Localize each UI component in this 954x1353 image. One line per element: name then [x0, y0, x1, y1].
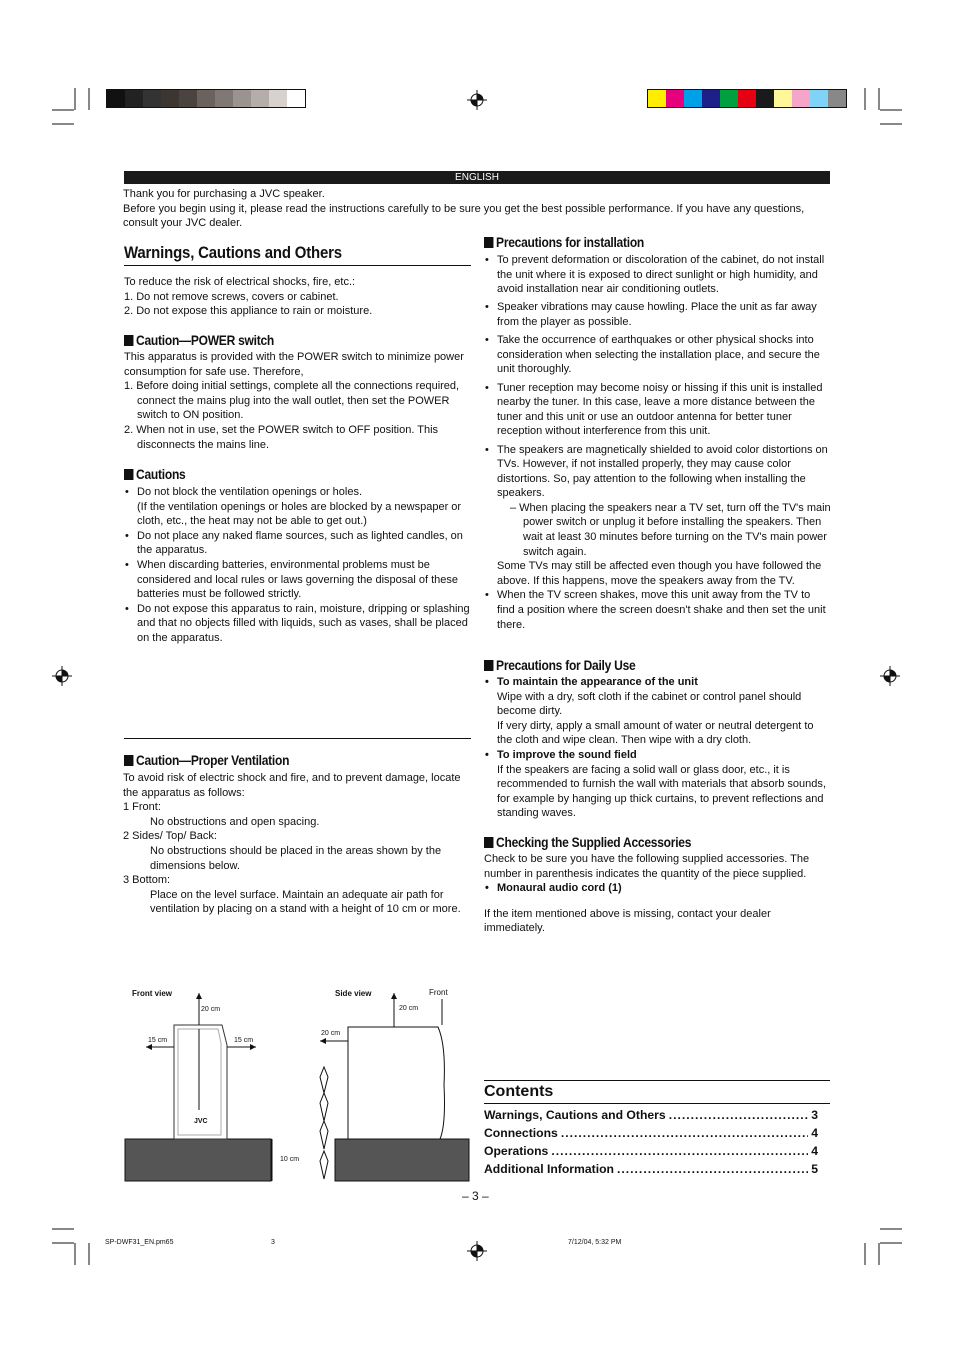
contents-rule-2 — [484, 1103, 830, 1104]
color-swatch — [287, 90, 305, 107]
warnings-title: Warnings, Cautions and Others — [124, 243, 342, 262]
toc-row[interactable]: Warnings, Cautions and Others ..... 3 — [484, 1106, 818, 1124]
intro-line-2: Before you begin using it, please read the instructions carefully to be sure you get the best possible performance. If you have any questions, consult your JVC dealer. — [123, 202, 805, 230]
installation-item: • Tuner reception may become noisy or hissing if this unit is installed nearby the tuner. In this case, leave a more distance between the tuner and this unit or use an outdoor antenna for better tuner reception without interference from this unit. — [484, 381, 831, 439]
color-swatch — [828, 90, 846, 107]
page-number: – 3 – — [462, 1189, 489, 1203]
contents-rule — [484, 1080, 830, 1081]
color-swatch — [125, 90, 143, 107]
footer-file: SP-DWF31_EN.pm65 — [105, 1239, 174, 1246]
color-swatch-bar — [647, 89, 847, 108]
color-swatch — [269, 90, 287, 107]
speaker-logo: JVC — [194, 1118, 208, 1125]
cautions-heading: Cautions — [124, 466, 185, 482]
title-rule — [124, 265, 471, 266]
side-stand — [335, 1139, 469, 1181]
power-switch-item: 1. Before doing initial settings, complete all the connections required, connect the mains plug into the wall outlet, then set the POWER switch to ON position. — [124, 380, 460, 422]
caution-item: • Do not place any naked flame sources, such as lighted candles, on the apparatus. — [124, 529, 471, 558]
color-swatch — [143, 90, 161, 107]
toc-row[interactable]: Connections ..... 4 — [484, 1124, 818, 1142]
color-swatch — [684, 90, 702, 107]
color-swatch — [251, 90, 269, 107]
ventilation-heading: Caution—Proper Ventilation — [124, 752, 289, 768]
installation-sub: – When placing the speakers near a TV set, turn off the TV's main power switch or unplug it before installing the speakers. Then wait at least 30 minutes before turning on the TV's main power switch again. — [510, 501, 831, 558]
color-swatch — [810, 90, 828, 107]
daily-use-body — [484, 675, 829, 821]
intro-line-1: Thank you for purchasing a JVC speaker. — [123, 188, 325, 200]
heading-square-icon — [484, 237, 493, 248]
daily-use-text: If very dirty, apply a small amount of water or neutral detergent to the cloth and wipe clean. Then wipe with a dry cloth. — [497, 719, 814, 747]
ventilation-item-1-desc: No obstructions and open spacing. — [150, 815, 320, 828]
accessory-item: • Monaural audio cord (1) — [484, 881, 829, 896]
language-bar: ENGLISH — [124, 171, 830, 184]
front-view-label: Front view — [132, 989, 173, 998]
power-switch-heading: Caution—POWER switch — [124, 332, 274, 348]
caution-item: • Do not expose this apparatus to rain, moisture, dripping or splashing and that no objects filled with liquids, such as vases, shall be placed on the apparatus. — [124, 602, 471, 646]
accessories-note: If the item mentioned above is missing, contact your dealer immediately. — [484, 907, 771, 935]
front-stand — [125, 1139, 271, 1181]
installation-heading: Precautions for installation — [484, 234, 644, 250]
ventilation-item-1-label: 1 Front: — [123, 801, 161, 814]
color-swatch — [774, 90, 792, 107]
heading-square-icon — [124, 469, 133, 480]
dim-top-side: 20 cm — [399, 1005, 419, 1012]
daily-use-text: If the speakers are facing a solid wall or glass door, etc., it is recommended to furnish the wall with materials that absorb sounds, for example by hanging up thick curtains, to prevent reflections and standing waves. — [497, 763, 826, 820]
accessories-heading: Checking the Supplied Accessories — [484, 834, 691, 850]
color-swatch — [215, 90, 233, 107]
installation-item: • When the TV screen shakes, move this unit away from the TV to find a position where the screen doesn't shake and then set the unit there. — [484, 588, 831, 632]
color-swatch — [648, 90, 666, 107]
color-swatch — [197, 90, 215, 107]
warnings-item: 1. Do not remove screws, covers or cabinet. — [124, 290, 339, 303]
installation-item: • To prevent deformation or discoloration of the cabinet, do not install the unit where it is exposed to direct sunlight or high humidity, and avoid installation near air conditioning outlets. — [484, 253, 831, 297]
ventilation-body — [123, 771, 470, 917]
ventilation-item-2-label: 2 Sides/ Top/ Back: — [123, 830, 217, 843]
dim-back: 20 cm — [321, 1030, 341, 1037]
dim-right: 15 cm — [234, 1037, 254, 1044]
front-label: Front — [429, 988, 448, 997]
power-switch-body — [124, 350, 469, 452]
caution-item: • Do not block the ventilation openings or holes. (If the ventilation openings or holes are blocked by a newspaper or cloth, etc., the heat may not be able to get out.) — [124, 485, 471, 529]
color-swatch — [738, 90, 756, 107]
installation-item: • The speakers are magnetically shielded to avoid color distortions on TVs. However, if not installed properly, they may cause color distortions. So, pay attention to the following when installing the speakers. — [484, 443, 831, 501]
color-swatch — [720, 90, 738, 107]
ventilation-text: To avoid risk of electric shock and fire, and to prevent damage, locate the apparatus as follows: — [123, 772, 461, 799]
color-swatch — [756, 90, 774, 107]
ventilation-item-3-desc: Place on the level surface. Maintain an adequate air path for ventilation by placing on a stand with a height of 10 cm or more. — [150, 888, 461, 916]
warnings-lead: To reduce the risk of electrical shocks, fire, etc.: — [124, 276, 356, 288]
toc-row[interactable]: Operations ..... 4 — [484, 1142, 818, 1160]
contents-title: Contents — [484, 1083, 554, 1100]
installation-item: • Take the occurrence of earthquakes or other physical shocks into consideration when selecting the installation place, and secure the unit thoroughly. — [484, 333, 831, 377]
dim-bottom: 10 cm — [280, 1156, 300, 1163]
daily-use-text: Wipe with a dry, soft cloth if the cabinet or control panel should become dirty. — [497, 690, 802, 718]
diagram-drawing — [124, 985, 474, 1185]
accessories-text: Check to be sure you have the following supplied accessories. The number in parenthesis indicates the quantity of the piece supplied. — [484, 853, 810, 880]
ventilation-diagram — [124, 985, 474, 1185]
daily-use-item-title: • To improve the sound field — [484, 748, 829, 763]
color-swatch — [233, 90, 251, 107]
warnings-item: 2. Do not expose this appliance to rain or moisture. — [124, 305, 373, 318]
color-swatch — [179, 90, 197, 107]
intro — [123, 187, 823, 231]
installation-after-sub: Some TVs may still be affected even though you have followed the above. If this happens, move the speakers away from the TV. — [497, 560, 822, 587]
side-view-label: Side view — [335, 989, 372, 998]
color-swatch — [161, 90, 179, 107]
color-swatch — [666, 90, 684, 107]
installation-item: • Speaker vibrations may cause howling. Place the unit as far away from the player as possible. — [484, 300, 831, 329]
heading-square-icon — [484, 837, 493, 848]
footer-page: 3 — [271, 1239, 275, 1246]
side-speaker — [348, 1027, 445, 1139]
caution-item: • When discarding batteries, environmental problems must be considered and local rules or laws governing the disposal of these batteries must be followed strictly. — [124, 558, 471, 602]
contents-list — [484, 1106, 818, 1178]
toc-row[interactable]: Additional Information ..... 5 — [484, 1160, 818, 1178]
footer-date: 7/12/04, 5:32 PM — [568, 1239, 622, 1246]
ventilation-rule — [124, 738, 471, 739]
daily-use-item-title: • To maintain the appearance of the unit — [484, 675, 829, 690]
power-switch-item: 2. When not in use, set the POWER switch to OFF position. This disconnects the mains line. — [124, 423, 439, 451]
dim-top: 20 cm — [201, 1006, 221, 1013]
installation-body — [484, 253, 831, 636]
dim-left: 15 cm — [148, 1037, 168, 1044]
power-switch-text: This apparatus is provided with the POWER switch to minimize power consumption for safe use. Therefore, — [124, 351, 464, 378]
warnings-list — [124, 275, 471, 319]
ventilation-item-2-desc: No obstructions should be placed in the areas shown by the dimensions below. — [150, 844, 442, 872]
cautions-body — [124, 485, 471, 646]
heading-square-icon — [484, 660, 493, 671]
accessories-body — [484, 852, 829, 936]
ventilation-item-3-label: 3 Bottom: — [123, 874, 171, 887]
heading-square-icon — [124, 755, 133, 766]
gray-swatch-bar — [106, 89, 306, 108]
color-swatch — [792, 90, 810, 107]
heading-square-icon — [124, 335, 133, 346]
color-swatch — [107, 90, 125, 107]
color-swatch — [702, 90, 720, 107]
daily-use-heading: Precautions for Daily Use — [484, 657, 635, 673]
